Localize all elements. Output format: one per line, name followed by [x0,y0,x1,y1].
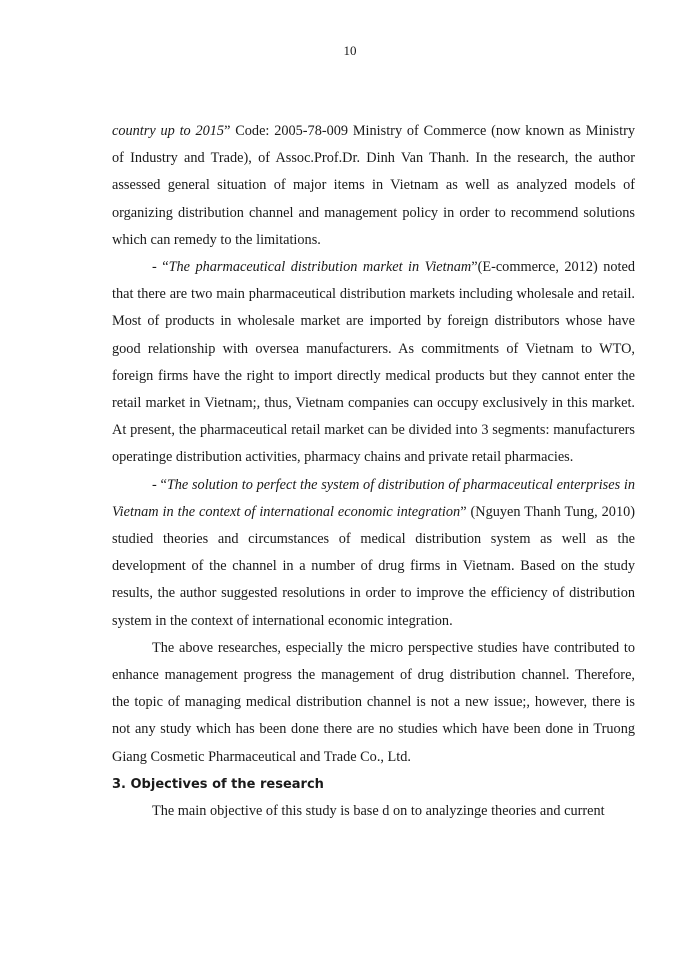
page-number: 10 [343,43,357,58]
list-dash: - “ [152,476,167,493]
paragraph-pharma-market-study [112,254,635,472]
paragraph-distribution-solution-study [112,472,635,635]
paragraph-text: ” Code: 2005-78-009 Ministry of Commerce (now known as Ministry of Industry and Trade), of Assoc.Prof.Dr. Dinh Van Thanh. In the research, the author assessed general situation of major items in Vietnam as well as analyzed models of organizing distribution channel and management policy in order to recommend solutions which can remedy to the limitations. [112,123,635,248]
paragraph-text: ” (Nguyen Thanh Tung, 2010) studied theories and circumstances of medical distribution system as well as the development of the channel in a number of drug firms in Vietnam. Based on the study results, the author suggested resolutions in order to improve the efficiency of distribution system in the context of international economic integration. [112,503,636,629]
paragraph-objectives: The main objective of this study is base d on to analyzinge theories and current [152,803,605,820]
document-body [112,118,635,825]
paragraph-text: ”(E-commerce, 2012) noted that there are two main pharmaceutical distribution markets including wholesale and retail. Most of products in wholesale market are imported by foreign distributors whose have good relationship with oversea manufacturers. As commitments of Vietnam to WTO, foreign firms have the right to import directly medical products but they cannot enter the retail market in Vietnam;, thus, Vietnam companies can occupy exclusively in this market. At present, the pharmaceutical retail market can be divided into 3 segments: manufacturers operatinge distribution activities, pharmacy chains and private retail pharmacies. [112,259,635,466]
section-heading-objectives: 3. Objectives of the research [112,776,324,792]
list-dash: - “ [152,259,169,276]
study-title-ending: country up to 2015 [112,123,225,139]
study-title: The solution to perfect the system of distribution of pharmaceutical enterprises in Vietnam in the context of international economic integration [112,476,635,520]
study-title: The pharmaceutical distribution market in Vietnam [168,259,472,276]
paragraph-previous-study [112,118,635,254]
paragraph-research-gap: The above researches, especially the micro perspective studies have contributed to enhance management progress the management of drug distribution channel. Therefore, the topic of managing medical distribution channel is not a new issue;, however, there is not any study which has been done there are no studies which have been done in Truong Giang Cosmetic Pharmaceutical and Trade Co., Ltd. [112,639,635,765]
